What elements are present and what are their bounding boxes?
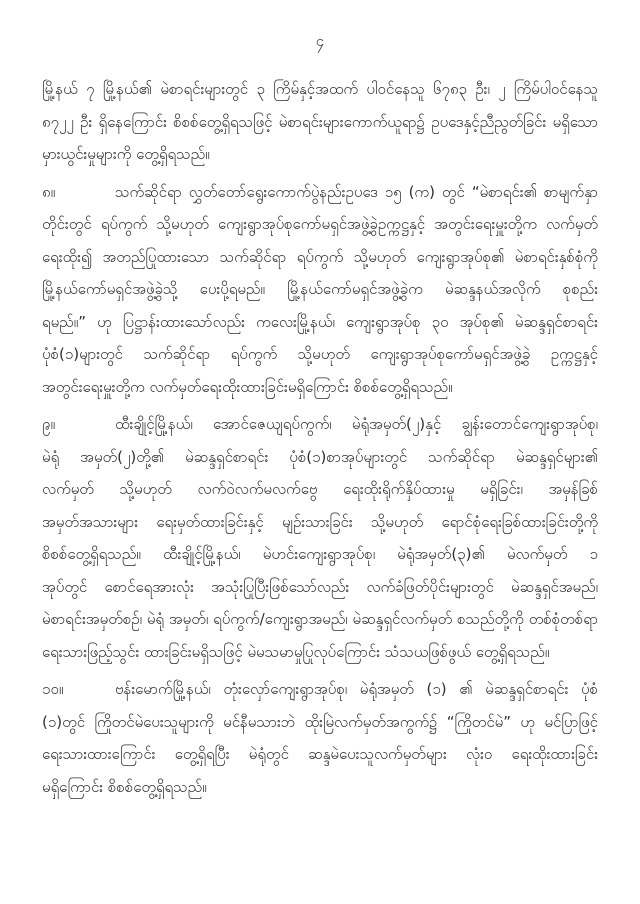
paragraph-number: ၈။ [42,182,56,201]
text-line: ရေးထိုး၍ အတည်ပြုထားသော သက်ဆိုင်ရာ ရပ်ကွက် သို့မဟုတ် ကျေးရွာအုပ်စု၏ မဲစာရင်းနှစ်စုံကို [42,247,598,266]
paragraph-9 [42,408,598,668]
text-line: ရမည်။” ဟု ပြဋ္ဌာန်းထားသော်လည်း ကလေးမြို့နယ်၊ ကျေးရွာအုပ်စု ၃၀ အုပ်စု၏ မဲဆန္ဒရှင်စာရင်း [42,312,598,331]
text-line: စိစစ်တွေ့ရှိရသည်။ ထီးချိုင့်မြို့နယ်၊ မဲဟင်းကျေးရွာအုပ်စု၊ မဲရုံအမှတ်(၃)၏ မဲလက်မှတ် ၁ [42,545,598,563]
text-line [42,176,598,209]
text-line-body: ဗန်းမောက်မြို့နယ်၊ တုံးလှော်ကျေးရွာအုပ်စု၊ မဲရုံအမှတ် (၁) ၏ မဲဆန္ဒရှင်စာရင်း ပုံစံ [115,680,598,698]
text-line [42,673,598,706]
text-line: မရှိကြောင်း စိစစ်တွေ့ရှိရသည်။ [42,777,207,796]
text-line [42,408,598,441]
text-line: အတွင်းရေးမှူးတို့က လက်မှတ်ရေးထိုးထားခြင်းမရှိကြောင်း စိစစ်တွေ့ရှိရသည်။ [42,377,453,396]
paragraph-number: ၁၀။ [42,680,64,698]
text-line: မြို့နယ် ၇ မြို့နယ်၏ မဲစာရင်းများတွင် ၃ ကြိမ်နှင့်အထက် ပါဝင်နေသူ ၆၇၈၃ ဦး၊ ၂ ကြိမ်ပါဝင်နေသူ [42,80,598,98]
text-line-body: ထီးချိုင့်မြို့နယ်၊ အောင်ဇေယျရပ်ကွက်၊ မဲရုံအမှတ်(၂)နှင့် ချွန်းတောင်ကျေးရွာအုပ်စု၊ [115,415,598,433]
paragraph-7-continuation [42,73,598,171]
paragraph-number: ၉။ [42,415,55,433]
text-line: တိုင်းတွင် ရပ်ကွက် သို့မဟုတ် ကျေးရွာအုပ်စုကော်မရှင်အဖွဲ့ခွဲဥက္ကဋ္ဌနှင့် အတွင်းရေးမှူးတို့က လက်မှတ် [42,215,598,233]
text-line: (၁)တွင် ကြိုတင်မဲပေးသူများကို မင်နီမသားဘဲ ထိုးမြဲလက်မှတ်အကွက်၌ “ကြိုတင်မဲ” ဟု မင်ပြာဖြင့် [42,712,598,731]
text-line-body: သက်ဆိုင်ရာ လွှတ်တော်ရွေးကောက်ပွဲနည်းဥပဒေ ၁၅ (က) တွင် “မဲစာရင်း၏ စာမျက်နှာ [115,182,598,201]
text-line: ရေးသားဖြည့်သွင်း ထားခြင်းမရှိသဖြင့် မဲမသမာမှုပြုလုပ်ကြောင်း သံသယဖြစ်ဖွယ် တွေ့ရှိရသည်။ [42,642,550,661]
text-line: ၈၇၂၂ ဦး ရှိနေကြောင်း စိစစ်တွေ့ရှိရသဖြင့် မဲစာရင်းများကောက်ယူရာ၌ ဥပဒေနှင့်ညီညွတ်ခြင်း မရှိသော [42,112,598,131]
text-line: အမှတ်အသားများ ရေးမှတ်ထားခြင်းနှင့် မျဉ်းသားခြင်း သို့မဟုတ် ရောင်စုံရေးခြစ်ထားခြင်းတို့ကို [42,512,598,531]
text-line: ရေးသားထားကြောင်း တွေ့ရှိရပြီး မဲရုံတွင် ဆန္ဒမဲပေးသူလက်မှတ်များ လုံးဝ ရေးထိုးထားခြင်း [42,745,598,763]
paragraph-8 [42,176,598,404]
text-line: မြို့နယ်ကော်မရှင်အဖွဲ့ခွဲသို့ ပေးပို့ရမည်။ မြို့နယ်ကော်မရှင်အဖွဲ့ခွဲက မဲဆန္ဒနယ်အလိုက် စုစည်း [42,280,598,298]
text-line: မဲရုံ အမှတ်(၂)တို့၏ မဲဆန္ဒရှင်စာရင်း ပုံစံ(၁)စာအုပ်များတွင် သက်ဆိုင်ရာ မဲဆန္ဒရှင်များ၏ [42,447,598,466]
paragraph-10 [42,673,598,803]
text-line: ပုံစံ(၁)များတွင် သက်ဆိုင်ရာ ရပ်ကွက် သို့မဟုတ် ကျေးရွာအုပ်စုကော်မရှင်အဖွဲ့ခွဲ ဥက္ကဋ္ဌနှင့် [42,345,598,363]
page-number: ၄ [315,32,325,50]
text-line: လက်မှတ် သို့မဟုတ် လက်ဝဲလက်မလက်ဗွေ ရေးထိုးရိုက်နှိပ်ထားမှု မရှိခြင်း၊ အမှန်ခြစ် [42,480,598,498]
text-line: အုပ်တွင် စောင်ရေအားလုံး အသုံးပြုပြီးဖြစ်သော်လည်း လက်ခံဖြတ်ပိုင်းများတွင် မဲဆန္ဒရှင်အမည်၊ [42,577,598,596]
text-line: မဲစာရင်းအမှတ်စဉ်၊ မဲရုံ အမှတ်၊ ရပ်ကွက်/ကျေးရွာအမည်၊ မဲဆန္ဒရှင်လက်မှတ် စသည်တို့ကို တစ်စုံတစ်ရာ [42,610,598,628]
document-body [42,73,598,803]
text-line: မှားယွင်းမှုများကို တွေ့ရှိရသည်။ [42,145,210,163]
